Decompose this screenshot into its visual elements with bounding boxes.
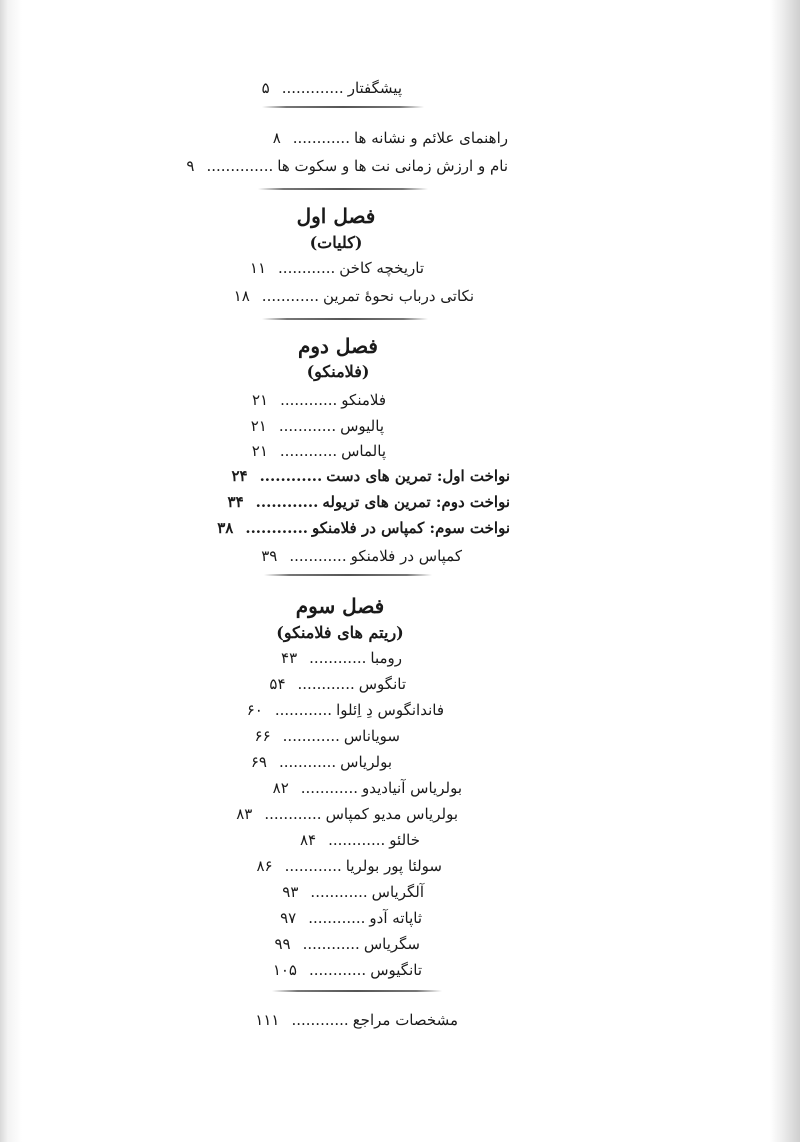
chapter-2-subtitle: (فلامنکو) <box>306 362 370 381</box>
entry-title: تاریخچه کاخن <box>339 259 424 277</box>
entry-title: بولریاس آنیادیدو <box>361 779 462 797</box>
entry-page: ۸۶ <box>256 857 273 875</box>
entry-dots: ............ <box>245 519 309 537</box>
entry-title: پیشگفتار <box>347 79 402 97</box>
entry-page: ۵۴ <box>269 675 286 693</box>
entry-page: ۵ <box>261 79 270 97</box>
toc-entry <box>231 466 510 486</box>
entry-title: خالئو <box>389 831 420 849</box>
entry-title: کمپاس در فلامنکو <box>350 547 462 565</box>
entry-dots: ............ <box>282 727 340 745</box>
entry-page: ۲۱ <box>250 417 267 435</box>
entry-dots: ............ <box>328 831 386 849</box>
chapter-3-subtitle: (ریتم های فلامنکو) <box>276 623 404 642</box>
toc-entry <box>280 908 422 928</box>
toc-entry <box>274 934 420 954</box>
entry-dots: ............ <box>278 417 337 435</box>
entry-dots: ............ <box>300 779 358 797</box>
entry-title: سویاناس <box>343 727 400 745</box>
entry-page: ۶۹ <box>250 753 267 771</box>
entry-title: سگریاس <box>363 935 420 953</box>
entry-dots: .............. <box>206 157 274 175</box>
entry-page: ۶۶ <box>254 727 271 745</box>
toc-entry <box>300 830 420 850</box>
entry-page: ۹۳ <box>282 883 299 901</box>
entry-page: ۱۱ <box>249 259 267 277</box>
toc-entry <box>186 156 508 176</box>
entry-page: ۴۳ <box>281 649 298 667</box>
entry-page: ۹۷ <box>280 909 297 927</box>
entry-page: ۸۳ <box>236 805 253 823</box>
entry-title: راهنمای علائم و نشانه ها <box>353 129 508 147</box>
toc-entry-references <box>255 1010 458 1030</box>
chapter-1-title: فصل اول <box>296 204 376 228</box>
separator-line <box>262 318 428 320</box>
entry-page: ۱۸ <box>233 287 250 305</box>
toc-entry <box>256 856 442 876</box>
toc-entry <box>250 258 424 278</box>
entry-dots: ............ <box>289 547 347 565</box>
entry-dots: ............. <box>281 79 344 97</box>
entry-dots: ............ <box>292 129 350 147</box>
entry-dots: ............ <box>278 753 337 771</box>
entry-title: رومبا <box>370 649 402 667</box>
entry-dots: ............ <box>280 391 338 409</box>
chapter-1-subtitle: (کلیات) <box>309 233 363 252</box>
entry-dots: ............ <box>264 805 322 823</box>
entry-title: نواخت سوم: کمپاس در فلامنکو <box>312 519 510 537</box>
toc-entry <box>273 778 462 798</box>
entry-title: تانگیوس <box>370 961 422 979</box>
toc-entry <box>269 674 406 694</box>
toc-entry <box>236 804 458 824</box>
toc-entry <box>261 546 462 566</box>
entry-dots: ............ <box>291 1011 349 1029</box>
toc-entry <box>247 700 444 720</box>
toc-entry <box>217 518 510 538</box>
entry-title: مشخصات مراجع <box>352 1011 458 1029</box>
entry-dots: ............ <box>308 909 366 927</box>
separator-line <box>264 574 432 576</box>
separator-line <box>262 106 424 108</box>
entry-page: ۲۱ <box>251 391 269 409</box>
entry-title: فاندانگوس دِ اِئلوا <box>336 701 444 719</box>
separator-line <box>258 188 428 190</box>
entry-page: ۳۸ <box>217 519 234 537</box>
entry-title: پالیوس <box>340 417 384 435</box>
entry-title: پالماس <box>341 442 386 460</box>
entry-page: ۹ <box>186 157 195 175</box>
entry-dots: ............ <box>261 287 320 305</box>
entry-page: ۸۴ <box>299 831 317 849</box>
entry-dots: ............ <box>302 935 360 953</box>
toc-entry <box>251 752 392 772</box>
toc-entry <box>234 286 474 306</box>
toc-entry <box>228 492 510 512</box>
entry-title: بولریاس مدیو کمپاس <box>325 805 458 823</box>
entry-dots: ............ <box>278 259 336 277</box>
entry-page: ۱۰۵ <box>272 961 297 979</box>
chapter-2-title: فصل دوم <box>298 334 378 358</box>
entry-page: ۸۲ <box>272 779 289 797</box>
toc-entry-preface <box>262 78 402 98</box>
entry-title: فلامنکو <box>341 391 386 409</box>
chapter-3-title: فصل سوم <box>295 594 385 618</box>
toc-entry <box>255 726 400 746</box>
entry-title: بولریاس <box>340 753 392 771</box>
entry-page: ۲۴ <box>231 467 248 485</box>
entry-dots: ............ <box>255 493 319 511</box>
entry-title: نواخت اول: تمرین های دست <box>326 467 510 485</box>
entry-page: ۳۹ <box>261 547 278 565</box>
toc-entry <box>252 441 386 461</box>
entry-page: ۸ <box>272 129 281 147</box>
entry-dots: ............ <box>310 883 368 901</box>
entry-title: آلگریاس <box>371 883 424 901</box>
entry-title: نواخت دوم: تمرین های تریوله <box>322 493 510 511</box>
toc-entry <box>273 960 422 980</box>
entry-title: نام و ارزش زمانی نت ها و سکوت ها <box>277 157 508 175</box>
separator-line <box>272 990 442 992</box>
toc-entry <box>282 882 424 902</box>
entry-dots: ............ <box>284 857 342 875</box>
entry-dots: ............ <box>309 649 367 667</box>
entry-title: ثاپاته آدو <box>369 909 422 927</box>
toc-entry <box>252 390 386 410</box>
entry-page: ۳۴ <box>227 493 244 511</box>
entry-title: تانگوس <box>358 675 406 693</box>
toc-entry <box>251 416 384 436</box>
entry-dots: ............ <box>297 675 355 693</box>
entry-dots: ............ <box>259 467 323 485</box>
entry-dots: ............ <box>279 442 338 460</box>
toc-entry <box>273 128 508 148</box>
entry-title: سولئا پور بولریا <box>345 857 442 875</box>
entry-title: نکاتی درباب نحوۀ تمرین <box>323 287 474 305</box>
entry-page: ۲۱ <box>251 442 268 460</box>
entry-page: ۶۰ <box>246 701 263 719</box>
entry-dots: ............ <box>308 961 367 979</box>
entry-dots: ............ <box>274 701 333 719</box>
entry-page: ۹۹ <box>274 935 291 953</box>
toc-entry <box>281 648 402 668</box>
entry-page: ۱۱۱ <box>255 1011 280 1029</box>
